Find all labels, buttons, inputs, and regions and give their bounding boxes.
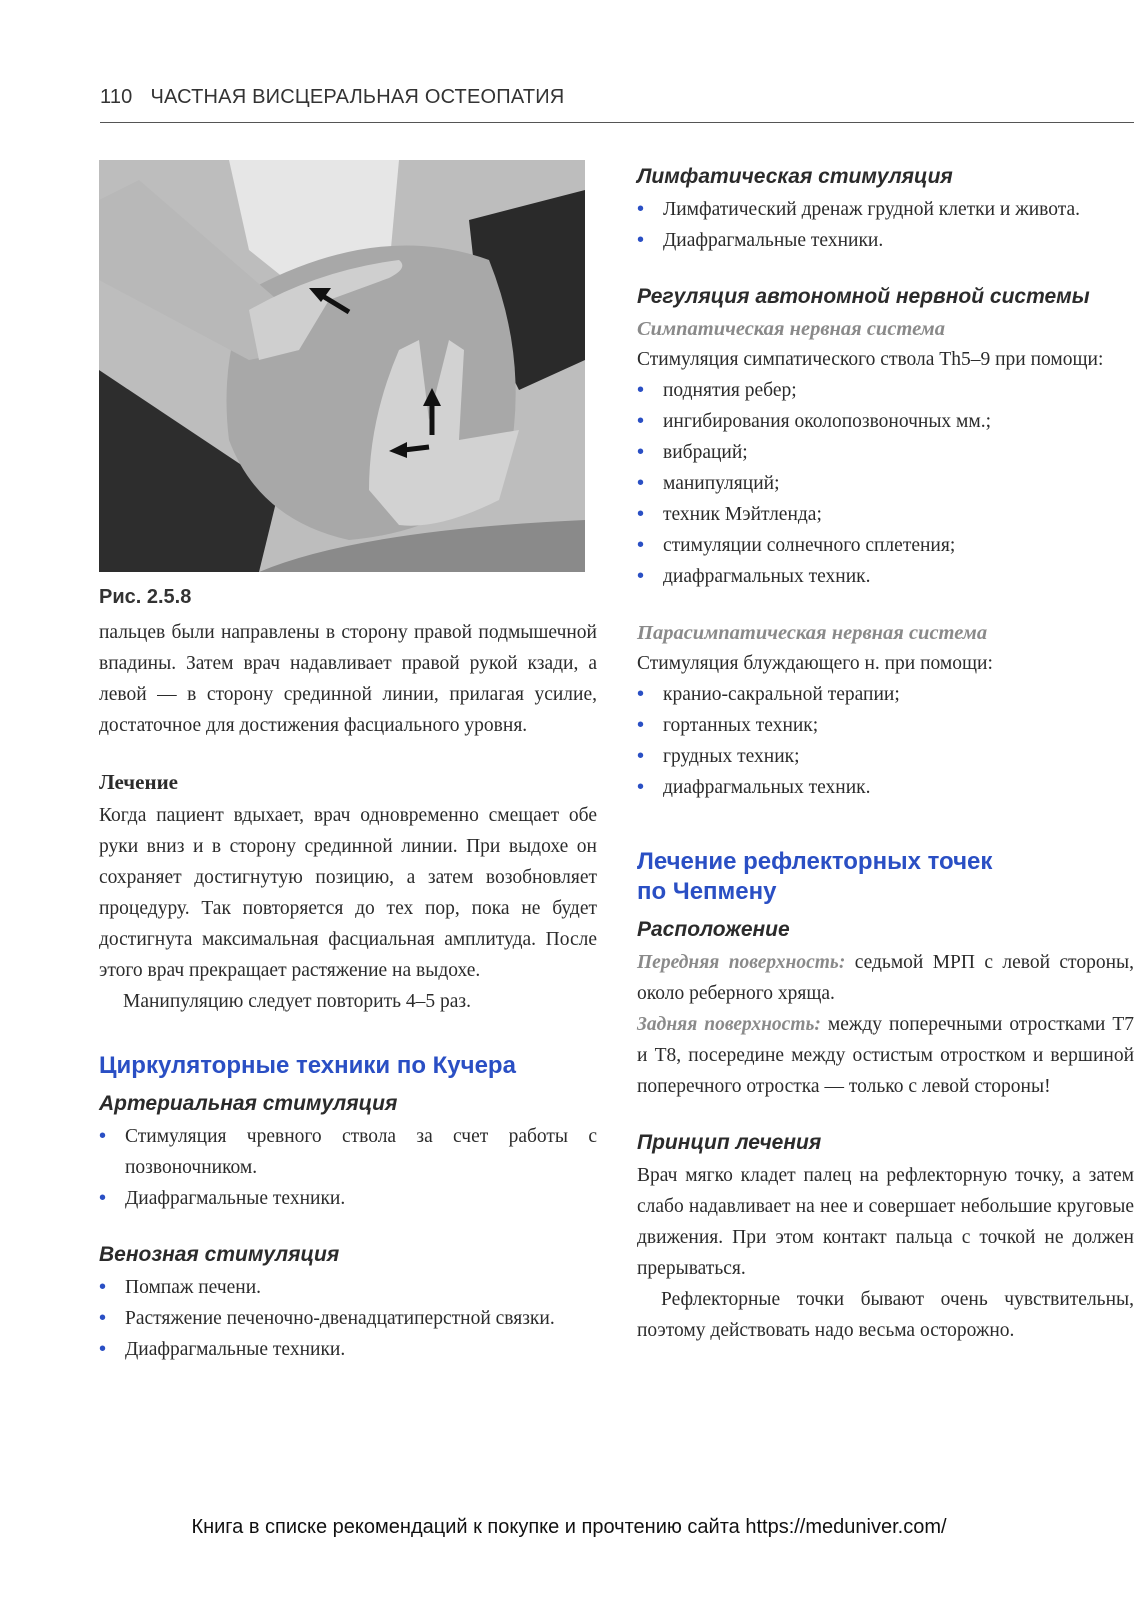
list-item: • манипуляций; (637, 468, 1134, 499)
parasympathetic-heading: Парасимпатическая нервная система (637, 622, 988, 644)
parasympathetic-paragraph: Стимуляция блуждающего н. при помощи: (637, 653, 993, 674)
list-item: • стимуляции солнечного сплетения; (637, 530, 1134, 561)
list-item: • Лимфатический дренаж грудной клетки и живота. (637, 194, 1134, 225)
list-item: • Помпаж печени. (99, 1272, 597, 1303)
lymph-heading: Лимфатическая стимуляция (637, 165, 953, 188)
figure-caption: Рис. 2.5.8 (99, 586, 192, 608)
repeat-paragraph: Манипуляцию следует повторить 4–5 раз. (123, 991, 471, 1012)
right-column (637, 162, 1134, 1346)
list-item: • диафрагмальных техник. (637, 561, 1134, 592)
location-heading: Расположение (637, 918, 790, 941)
sympathetic-paragraph: Стимуляция симпатического ствола Th5–9 при помощи: (637, 349, 1104, 370)
venous-list (99, 1272, 597, 1365)
intro-paragraph: пальцев были направлены в сторону правой подмышечной впадины. Затем врач надавливает правой рукой кзади, а левой — в сторону срединной линии, прилагая усилие, достаточное для достижения фасциального уровня. (99, 622, 597, 736)
running-header (100, 86, 1134, 123)
list-item: • Диафрагмальные техники. (99, 1334, 597, 1365)
list-item: • диафрагмальных техник. (637, 772, 1134, 803)
back-surface-text: между поперечными отростками Т7 и Т8, посередине между остистым отростком и вершиной поперечного отростка — только с левой стороны! (637, 1014, 1134, 1097)
page-number: 110 (100, 86, 133, 108)
arterial-heading: Артериальная стимуляция (99, 1092, 398, 1115)
figure-photo (99, 160, 585, 572)
list-item: • Стимуляция чревного ствола за счет работы с позвоночником. (99, 1121, 597, 1183)
front-surface-text: седьмой МРП с левой стороны, около реберного хряща. (637, 952, 1134, 1004)
chapman-title-line1: Лечение рефлекторных точек (637, 848, 993, 875)
chapman-title-line2: по Чепмену (637, 878, 777, 905)
list-item: • грудных техник; (637, 741, 1134, 772)
back-surface-label: Задняя поверхность: (637, 1014, 821, 1035)
running-title: ЧАСТНАЯ ВИСЦЕРАЛЬНАЯ ОСТЕОПАТИЯ (150, 86, 565, 108)
front-surface-paragraph (637, 947, 1134, 1009)
treatment-heading: Лечение (99, 770, 178, 794)
list-item: • Растяжение печеночно-двенадцатиперстной связки. (99, 1303, 597, 1334)
list-item: • гортанных техник; (637, 710, 1134, 741)
front-surface-label: Передняя поверхность: (637, 952, 846, 973)
treatment-paragraph: Когда пациент вдыхает, врач одновременно смещает обе руки вниз и в сторону срединной линии. При выдохе он сохраняет достигнутую позицию, а затем возобновляет процедуру. Так повторяется до тех пор, пока не будет достигнута максимальная фасциальная амплитуда. После этого врач прекращает растяжение на выдохе. (99, 805, 597, 981)
figure-illustration (99, 160, 585, 572)
list-item: • техник Мэйтленда; (637, 499, 1134, 530)
list-item: • поднятия ребер; (637, 375, 1134, 406)
left-column (99, 160, 597, 1365)
principle-paragraph-2: Рефлекторные точки бывают очень чувствительны, поэтому действовать надо весьма осторожно. (637, 1289, 1134, 1341)
back-surface-paragraph (637, 1009, 1134, 1102)
list-item: • ингибирования околопозвоночных мм.; (637, 406, 1134, 437)
sympathetic-list (637, 375, 1134, 592)
principle-paragraph: Врач мягко кладет палец на рефлекторную точку, а затем слабо надавливает на нее и совершает небольшие круговые движения. При этом контакт пальца с точкой не должен прерываться. (637, 1165, 1134, 1279)
venous-heading: Венозная стимуляция (99, 1243, 340, 1266)
parasympathetic-list (637, 679, 1134, 803)
footer-note: Книга в списке рекомендаций к покупке и прочтению сайта https://meduniver.com/ (191, 1516, 947, 1538)
ans-heading: Регуляция автономной нервной системы (637, 285, 1090, 308)
sympathetic-heading: Симпатическая нервная система (637, 318, 945, 340)
list-item: • кранио-сакральной терапии; (637, 679, 1134, 710)
arterial-list (99, 1121, 597, 1214)
section-title-circulatory: Циркуляторные техники по Кучера (99, 1052, 516, 1079)
lymph-list (637, 194, 1134, 256)
principle-heading: Принцип лечения (637, 1131, 822, 1154)
list-item: • вибраций; (637, 437, 1134, 468)
section-title-chapman (637, 847, 1134, 907)
list-item: • Диафрагмальные техники. (99, 1183, 597, 1214)
list-item: • Диафрагмальные техники. (637, 225, 1134, 256)
